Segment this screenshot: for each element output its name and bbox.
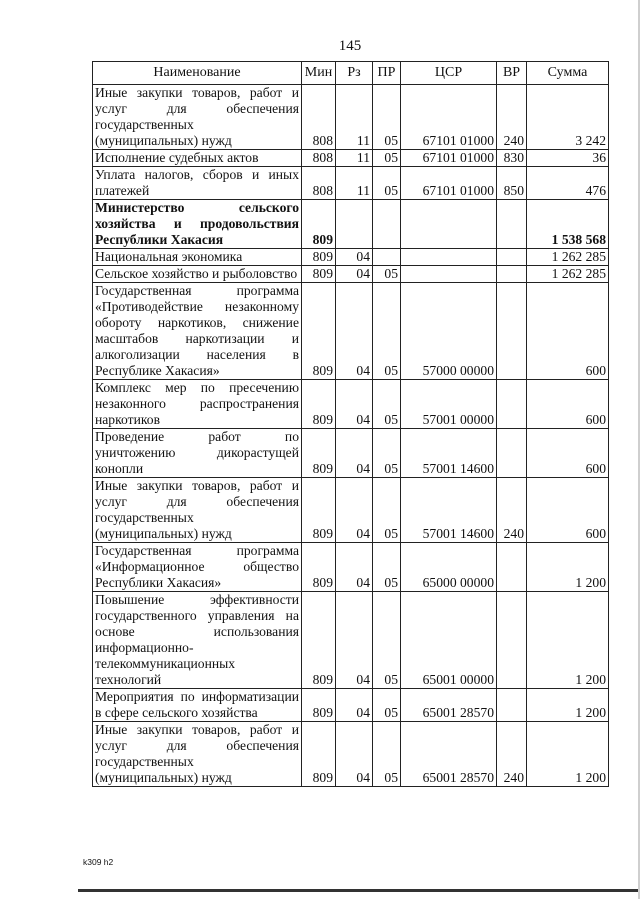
cell-name: Национальная экономика: [93, 249, 302, 266]
cell-csr: 65001 00000: [401, 592, 497, 689]
cell-vr: [497, 592, 527, 689]
cell-rz: 04: [336, 283, 373, 380]
cell-name: Исполнение судебных актов: [93, 150, 302, 167]
cell-sum: 600: [527, 380, 609, 429]
cell-pr: 05: [373, 167, 401, 200]
cell-name: Мероприятия по информатизации в сфере сельского хозяйства: [93, 689, 302, 722]
cell-rz: 04: [336, 249, 373, 266]
cell-name: Проведение работ по уничтожению дикорастущей конопли: [93, 429, 302, 478]
cell-csr: [401, 266, 497, 283]
cell-pr: 05: [373, 266, 401, 283]
cell-vr: 240: [497, 722, 527, 787]
table-row: [93, 283, 609, 380]
cell-sum: 1 262 285: [527, 249, 609, 266]
cell-rz: 11: [336, 150, 373, 167]
cell-min: 809: [302, 722, 336, 787]
table-row: [93, 85, 609, 150]
cell-name: Сельское хозяйство и рыболовство: [93, 266, 302, 283]
cell-pr: 05: [373, 478, 401, 543]
cell-csr: 57000 00000: [401, 283, 497, 380]
cell-rz: 04: [336, 380, 373, 429]
table-row: [93, 689, 609, 722]
table-row: [93, 150, 609, 167]
cell-pr: 05: [373, 592, 401, 689]
cell-min: 808: [302, 150, 336, 167]
cell-csr: [401, 200, 497, 249]
document-code: k309 h2: [83, 857, 114, 867]
cell-vr: [497, 266, 527, 283]
cell-vr: 240: [497, 478, 527, 543]
cell-pr: 05: [373, 380, 401, 429]
cell-name: Министерство сельского хозяйства и продовольствия Республики Хакасия: [93, 200, 302, 249]
cell-csr: 65000 00000: [401, 543, 497, 592]
table-row: [93, 722, 609, 787]
cell-min: 809: [302, 478, 336, 543]
header-sum: Сумма: [527, 62, 609, 85]
cell-sum: 600: [527, 283, 609, 380]
cell-sum: 1 538 568: [527, 200, 609, 249]
cell-name: Повышение эффективности государственного управления на основе использования информационно-телекоммуникационных технологий: [93, 592, 302, 689]
header-min: Мин: [302, 62, 336, 85]
cell-sum: 1 200: [527, 592, 609, 689]
cell-vr: [497, 200, 527, 249]
cell-sum: 600: [527, 478, 609, 543]
cell-rz: 04: [336, 478, 373, 543]
cell-pr: 05: [373, 543, 401, 592]
cell-sum: 3 242: [527, 85, 609, 150]
cell-vr: 830: [497, 150, 527, 167]
cell-csr: 67101 01000: [401, 85, 497, 150]
cell-pr: [373, 200, 401, 249]
cell-name: Иные закупки товаров, работ и услуг для обеспечения государственных (муниципальных) нужд: [93, 722, 302, 787]
cell-name: Уплата налогов, сборов и иных платежей: [93, 167, 302, 200]
cell-name: Иные закупки товаров, работ и услуг для обеспечения государственных (муниципальных) нужд: [93, 85, 302, 150]
cell-csr: 57001 14600: [401, 478, 497, 543]
table-row: [93, 380, 609, 429]
cell-min: 809: [302, 592, 336, 689]
cell-vr: [497, 689, 527, 722]
cell-csr: [401, 249, 497, 266]
header-rz: Рз: [336, 62, 373, 85]
table-row: [93, 543, 609, 592]
cell-rz: 04: [336, 722, 373, 787]
cell-rz: [336, 200, 373, 249]
scan-border-line: [78, 889, 640, 892]
cell-rz: 04: [336, 429, 373, 478]
cell-csr: 65001 28570: [401, 689, 497, 722]
table-row: [93, 249, 609, 266]
table-row: [93, 200, 609, 249]
cell-min: 809: [302, 689, 336, 722]
cell-rz: 04: [336, 543, 373, 592]
cell-pr: 05: [373, 689, 401, 722]
cell-rz: 11: [336, 85, 373, 150]
header-pr: ПР: [373, 62, 401, 85]
table-body: [93, 85, 609, 787]
cell-vr: [497, 380, 527, 429]
cell-sum: 600: [527, 429, 609, 478]
cell-sum: 36: [527, 150, 609, 167]
cell-rz: 04: [336, 266, 373, 283]
cell-pr: 05: [373, 722, 401, 787]
cell-name: Комплекс мер по пресечению незаконного распространения наркотиков: [93, 380, 302, 429]
cell-csr: 57001 14600: [401, 429, 497, 478]
cell-sum: 1 200: [527, 543, 609, 592]
cell-min: 808: [302, 85, 336, 150]
cell-min: 809: [302, 283, 336, 380]
cell-vr: [497, 429, 527, 478]
table-row: [93, 266, 609, 283]
cell-rz: 11: [336, 167, 373, 200]
cell-min: 809: [302, 249, 336, 266]
cell-min: 809: [302, 543, 336, 592]
table-row: [93, 167, 609, 200]
header-csr: ЦСР: [401, 62, 497, 85]
cell-min: 809: [302, 200, 336, 249]
cell-name: Иные закупки товаров, работ и услуг для обеспечения государственных (муниципальных) нужд: [93, 478, 302, 543]
cell-vr: [497, 283, 527, 380]
cell-vr: 850: [497, 167, 527, 200]
cell-vr: [497, 543, 527, 592]
table-row: [93, 429, 609, 478]
cell-vr: [497, 249, 527, 266]
table-header-row: [93, 62, 609, 85]
cell-pr: 05: [373, 429, 401, 478]
table-row: [93, 592, 609, 689]
cell-min: 809: [302, 380, 336, 429]
table-row: [93, 478, 609, 543]
page-number: 145: [338, 38, 362, 54]
cell-pr: 05: [373, 150, 401, 167]
header-vr: ВР: [497, 62, 527, 85]
cell-sum: 1 200: [527, 689, 609, 722]
cell-pr: 05: [373, 283, 401, 380]
cell-sum: 1 262 285: [527, 266, 609, 283]
budget-table: [92, 61, 609, 787]
cell-csr: 57001 00000: [401, 380, 497, 429]
header-name: Наименование: [93, 62, 302, 85]
cell-pr: [373, 249, 401, 266]
cell-name: Государственная программа «Информационное общество Республики Хакасия»: [93, 543, 302, 592]
cell-csr: 67101 01000: [401, 167, 497, 200]
cell-csr: 65001 28570: [401, 722, 497, 787]
cell-pr: 05: [373, 85, 401, 150]
cell-csr: 67101 01000: [401, 150, 497, 167]
cell-rz: 04: [336, 689, 373, 722]
cell-min: 809: [302, 266, 336, 283]
cell-min: 808: [302, 167, 336, 200]
cell-name: Государственная программа «Противодействие незаконному обороту наркотиков, снижение масштабов наркотизации и алкоголизации населения в Республике Хакасия»: [93, 283, 302, 380]
cell-sum: 476: [527, 167, 609, 200]
cell-sum: 1 200: [527, 722, 609, 787]
cell-vr: 240: [497, 85, 527, 150]
cell-min: 809: [302, 429, 336, 478]
cell-rz: 04: [336, 592, 373, 689]
